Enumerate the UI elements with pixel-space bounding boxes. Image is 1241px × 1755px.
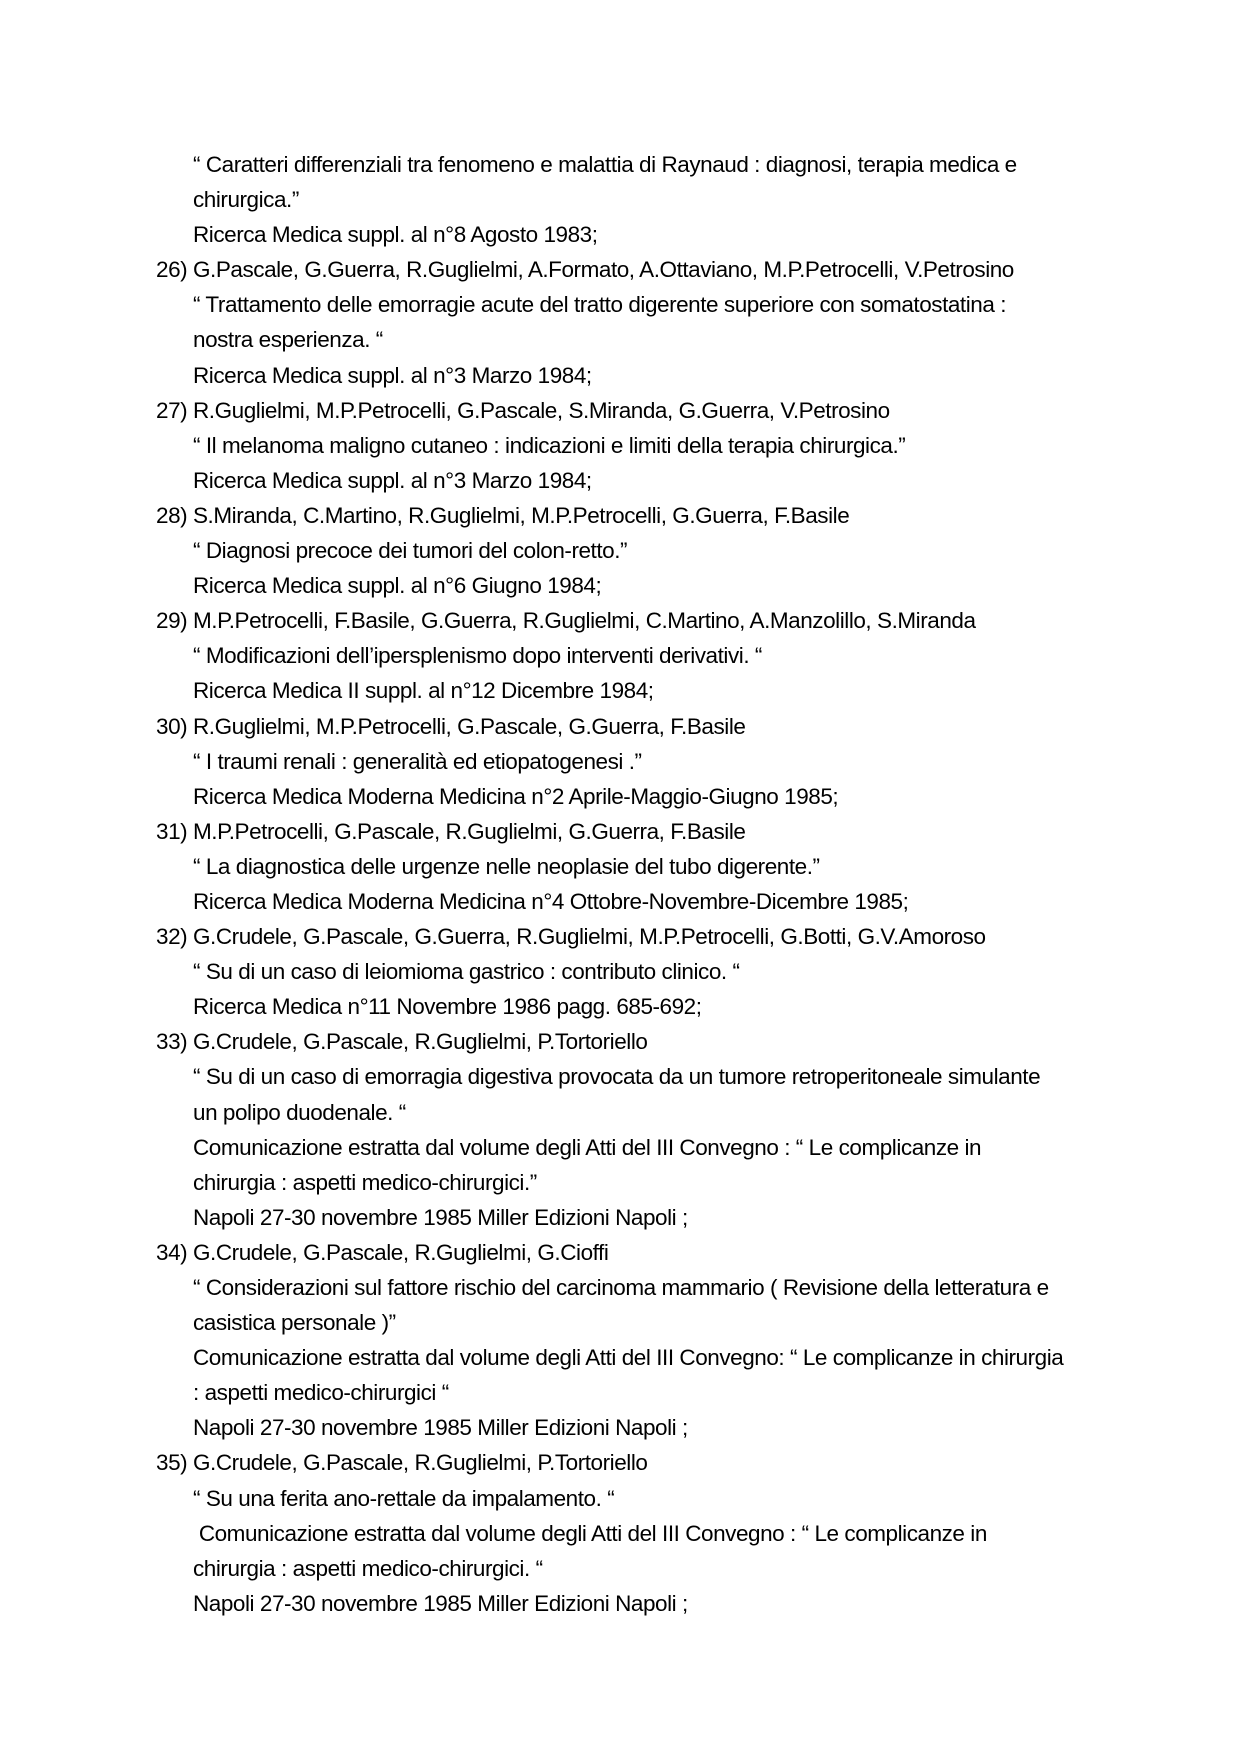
reference-number: 26) [156, 257, 188, 283]
reference-item [0, 603, 1241, 708]
reference-number: 31) [156, 818, 188, 844]
reference-line: Ricerca Medica n°11 Novembre 1986 pagg. 685-692; [193, 994, 702, 1020]
reference-line: un polipo duodenale. “ [193, 1099, 406, 1125]
reference-line: G.Crudele, G.Pascale, R.Guglielmi, P.Tortoriello [193, 1029, 648, 1055]
reference-line: Ricerca Medica suppl. al n°3 Marzo 1984; [193, 467, 592, 493]
reference-line: Ricerca Medica suppl. al n°3 Marzo 1984; [193, 362, 592, 388]
reference-line: chirurgica.” [193, 187, 299, 213]
reference-line: Napoli 27-30 novembre 1985 Miller Edizioni Napoli ; [193, 1590, 688, 1616]
reference-line: Ricerca Medica suppl. al n°8 Agosto 1983; [193, 222, 598, 248]
reference-item [0, 147, 1241, 252]
reference-item [0, 1024, 1241, 1235]
reference-item [0, 252, 1241, 392]
reference-item [0, 814, 1241, 919]
reference-line: “ Modificazioni dell’ipersplenismo dopo interventi derivativi. “ [193, 643, 762, 669]
reference-line: “ I traumi renali : generalità ed etiopatogenesi .” [193, 748, 642, 774]
reference-line: Ricerca Medica II suppl. al n°12 Dicembre 1984; [193, 678, 654, 704]
reference-line: “ Su di un caso di leiomioma gastrico : contributo clinico. “ [193, 959, 740, 985]
reference-number: 32) [156, 924, 188, 950]
reference-line: “ Diagnosi precoce dei tumori del colon-retto.” [193, 538, 628, 564]
reference-line: “ Caratteri differenziali tra fenomeno e malattia di Raynaud : diagnosi, terapia medica e [193, 152, 1017, 177]
reference-line: “ Il melanoma maligno cutaneo : indicazioni e limiti della terapia chirurgica.” [193, 432, 906, 458]
reference-line: “ Considerazioni sul fattore rischio del carcinoma mammario ( Revisione della letteratura e [193, 1275, 1049, 1300]
reference-number: 35) [156, 1450, 188, 1476]
reference-line: chirurgia : aspetti medico-chirurgici.” [193, 1169, 537, 1195]
reference-item [0, 393, 1241, 498]
reference-line: R.Guglielmi, M.P.Petrocelli, G.Pascale, S.Miranda, G.Guerra, V.Petrosino [193, 397, 890, 423]
reference-line: M.P.Petrocelli, F.Basile, G.Guerra, R.Guglielmi, C.Martino, A.Manzolillo, S.Miranda [193, 608, 976, 634]
reference-item [0, 919, 1241, 1024]
reference-line: Comunicazione estratta dal volume degli Atti del III Convegno: “ Le complicanze in chirurgia [193, 1345, 1064, 1371]
reference-line: Ricerca Medica Moderna Medicina n°2 Aprile-Maggio-Giugno 1985; [193, 783, 839, 809]
reference-number: 30) [156, 713, 188, 739]
reference-line: “ Su una ferita ano-rettale da impalamento. “ [193, 1485, 615, 1511]
reference-line: chirurgia : aspetti medico-chirurgici. “ [193, 1555, 543, 1581]
reference-line: G.Crudele, G.Pascale, R.Guglielmi, P.Tortoriello [193, 1450, 648, 1476]
reference-number: 29) [156, 608, 188, 634]
reference-line: G.Pascale, G.Guerra, R.Guglielmi, A.Formato, A.Ottaviano, M.P.Petrocelli, V.Petrosino [193, 257, 1014, 283]
reference-line: S.Miranda, C.Martino, R.Guglielmi, M.P.Petrocelli, G.Guerra, F.Basile [193, 502, 850, 528]
reference-item [0, 1235, 1241, 1446]
reference-number: 34) [156, 1239, 188, 1265]
reference-line: G.Crudele, G.Pascale, G.Guerra, R.Guglielmi, M.P.Petrocelli, G.Botti, G.V.Amoroso [193, 924, 986, 950]
reference-number: 33) [156, 1029, 188, 1055]
reference-line: G.Crudele, G.Pascale, R.Guglielmi, G.Cioffi [193, 1239, 609, 1265]
reference-line: “ La diagnostica delle urgenze nelle neoplasie del tubo digerente.” [193, 853, 820, 879]
reference-list [0, 147, 1241, 1621]
reference-line: nostra esperienza. “ [193, 327, 383, 353]
reference-item [0, 709, 1241, 814]
reference-item [0, 498, 1241, 603]
reference-item [0, 1445, 1241, 1620]
reference-line: : aspetti medico-chirurgici “ [193, 1380, 449, 1406]
reference-line: Comunicazione estratta dal volume degli Atti del III Convegno : “ Le complicanze in [193, 1134, 982, 1160]
reference-line: Napoli 27-30 novembre 1985 Miller Edizioni Napoli ; [193, 1415, 688, 1441]
reference-line: “ Trattamento delle emorragie acute del tratto digerente superiore con somatostatina : [193, 292, 1007, 318]
reference-number: 28) [156, 502, 188, 528]
reference-line: R.Guglielmi, M.P.Petrocelli, G.Pascale, G.Guerra, F.Basile [193, 713, 746, 739]
reference-line: M.P.Petrocelli, G.Pascale, R.Guglielmi, G.Guerra, F.Basile [193, 818, 746, 844]
reference-line: Napoli 27-30 novembre 1985 Miller Edizioni Napoli ; [193, 1204, 688, 1230]
reference-line: Ricerca Medica suppl. al n°6 Giugno 1984; [193, 573, 602, 599]
reference-number: 27) [156, 397, 188, 423]
reference-line: “ Su di un caso di emorragia digestiva provocata da un tumore retroperitoneale simulante [193, 1064, 1041, 1090]
reference-line: Comunicazione estratta dal volume degli Atti del III Convegno : “ Le complicanze in [193, 1520, 987, 1546]
reference-line: Ricerca Medica Moderna Medicina n°4 Ottobre-Novembre-Dicembre 1985; [193, 888, 909, 914]
reference-line: casistica personale )” [193, 1310, 396, 1336]
